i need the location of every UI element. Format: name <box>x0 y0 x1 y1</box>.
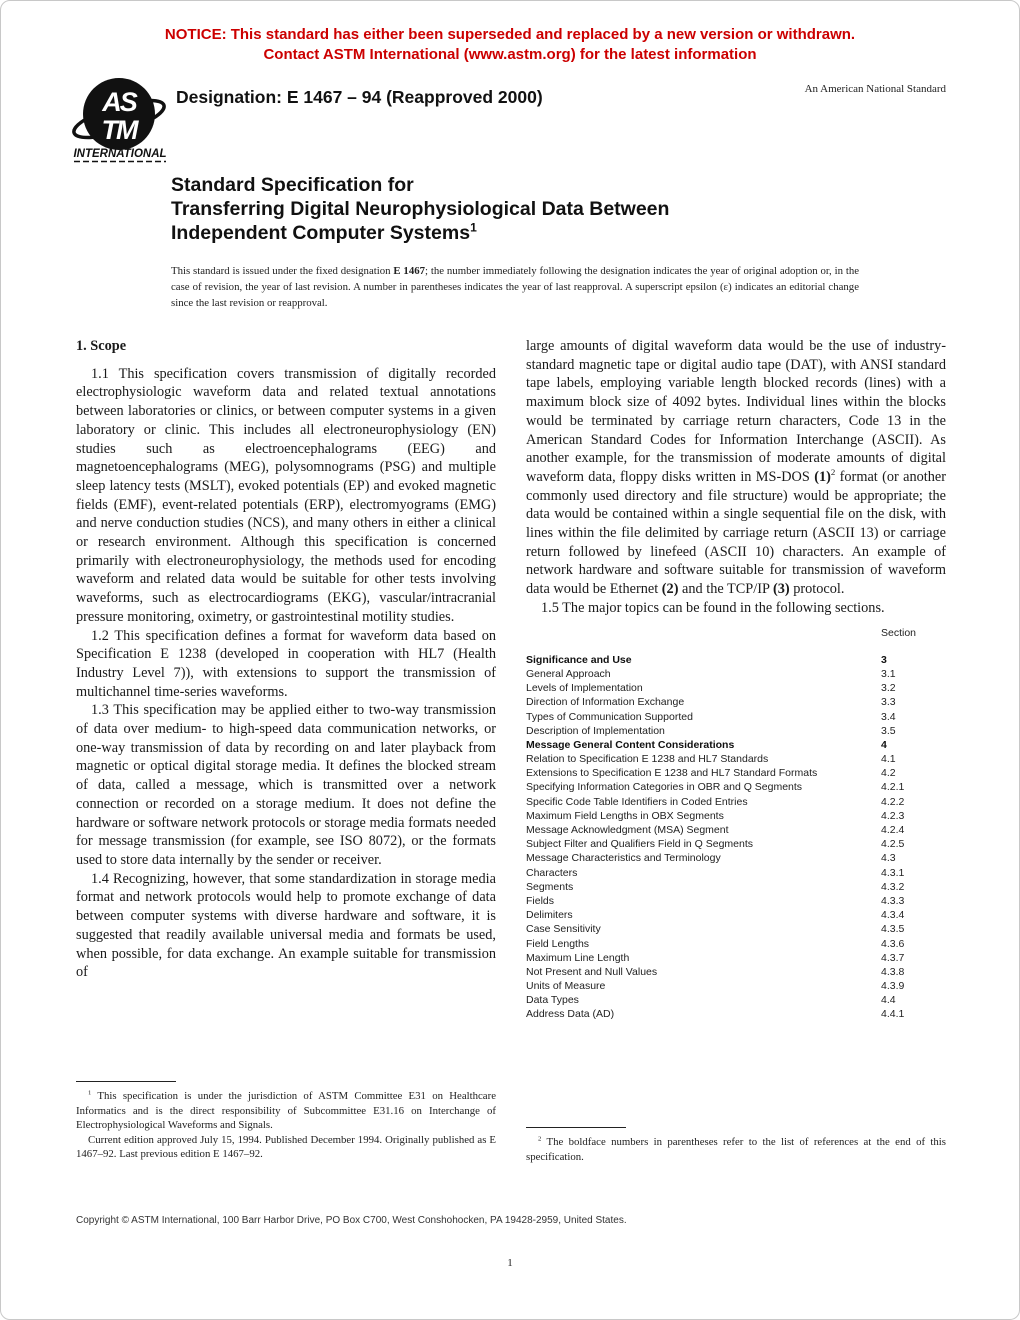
toc-row <box>526 795 946 809</box>
toc-row <box>526 880 946 894</box>
standard-title <box>171 173 871 245</box>
toc-row-section-number: 4.3.7 <box>881 951 905 964</box>
toc-row-section-number: 4.3.6 <box>881 937 905 950</box>
toc-row-section-number: 4.2 <box>881 767 896 780</box>
title-line-3: Independent Computer Systems$^1$ <box>171 220 477 244</box>
reference-2: (2) <box>661 581 679 598</box>
paragraph-1-5: 1.5 The major topics can be found in the following sections. <box>541 599 885 616</box>
toc-row-section-number: 4 <box>881 738 887 751</box>
page-number: 1 <box>507 1257 513 1269</box>
toc-row-section-number: 4.3.2 <box>881 880 905 893</box>
toc-row <box>526 766 946 780</box>
paragraph-1-2: 1.2 This specification defines a format for waveform data based on Specification E 1238 (developed in cooperation with HL7 (Health Industry Level 7)), with extensions to support the transmission of multichannel time-series waveforms. <box>76 627 496 700</box>
national-standard-note: An American National Standard <box>804 83 946 95</box>
toc-row <box>526 667 946 681</box>
toc-row-section-number: 4.2.1 <box>881 781 905 794</box>
toc-row-section-number: 3.4 <box>881 710 896 723</box>
toc-row <box>526 937 946 951</box>
notice-line-2: Contact ASTM International (www.astm.org) for the latest information <box>263 46 757 63</box>
toc-row <box>526 908 946 922</box>
toc-row-section-number: 4.2.3 <box>881 809 905 822</box>
toc-row-label: Description of Implementation <box>526 724 665 737</box>
toc-row-section-number: 4.1 <box>881 753 896 766</box>
toc-row-label: Specific Code Table Identifiers in Coded Entries <box>526 795 748 808</box>
toc-row-label: Message Characteristics and Terminology <box>526 852 721 865</box>
toc-row <box>526 979 946 993</box>
toc-row-label: Maximum Field Lengths in OBX Segments <box>526 809 724 822</box>
footnote-2-marker: 2 <box>538 1135 542 1143</box>
reference-1: (1) <box>814 468 831 485</box>
toc-row <box>526 823 946 837</box>
toc-row <box>526 724 946 738</box>
toc-row <box>526 951 946 965</box>
designation-line: Designation: E 1467 – 94 (Reapproved 2000) <box>176 87 543 107</box>
toc-list <box>526 653 946 1022</box>
toc-row <box>526 681 946 695</box>
paragraph-1-4: 1.4 Recognizing, however, that some standardization in storage media format and network protocols would help to promote exchange of data between computer systems with diverse hardware and software, it is suggested that readily available universal media and formats be used, when possible, for data exchange. An example suitable for transmission of <box>76 870 496 981</box>
logo-letters-top: AS <box>102 87 136 117</box>
toc-row-section-number: 4.3.9 <box>881 980 905 993</box>
toc-row-label: Field Lengths <box>526 937 590 950</box>
toc-row-section-number: 3.2 <box>881 682 896 695</box>
toc-row-section-number: 4.3.1 <box>881 866 905 879</box>
toc-row <box>526 993 946 1007</box>
reference-3: (3) <box>772 581 790 598</box>
toc-row <box>526 653 946 667</box>
preamble-designation-bold: E 1467 <box>393 265 426 277</box>
footnote-rule-right <box>526 1127 626 1128</box>
toc-row-label: Relation to Specification E 1238 and HL7 Standards <box>526 753 769 766</box>
toc-row-label: Extensions to Specification E 1238 and HL7 Standard Formats <box>526 767 818 780</box>
right-column <box>526 337 946 1022</box>
toc-row <box>526 1007 946 1021</box>
toc-row <box>526 922 946 936</box>
toc-row-section-number: 3 <box>881 653 887 666</box>
toc-row-label: Message Acknowledgment (MSA) Segment <box>526 824 729 836</box>
topics-table <box>526 626 946 1022</box>
toc-row <box>526 837 946 851</box>
paragraph-1-1: 1.1 This specification covers transmission of digitally recorded electrophysiologic waveform data and related textual annotations between laboratories or clinics, or between computer systems in a given laboratory or clinic. This includes all electroneurophysiology (EN) studies such as electroencephalograms (EEG) and magnetoencephalograms (MEG), polysomnograms (PSG) and multiple sleep latency tests (MSLT), evoked potentials (EP) and evoked magnetic fields (EMF), event-related potentials (ERP), electromyograms (EMG) and nerve conduction studies (NCS), and many others in either a clinical or research environment. Although this specification is concerned primarily with electroneurophysiology, the methods used for encoding waveform and related data would be suitable for other tests involving waveforms, such as electrocardiograms (EKG), vascular/intracranial pressure monitoring, oximetry, or gastrointestinal motility studies. <box>76 365 496 625</box>
toc-row-section-number: 4.3 <box>881 852 896 865</box>
paragraph-1-3: 1.3 This specification may be applied either to two-way transmission of data over medium- to high-speed data communication networks, or one-way transmission of data by recording on and later playback from magnetic or optical digital storage media. It defines the blocked stream of data, called a message, which is transmitted over a network connection or recorded on a storage medium. It does not define the hardware or software network protocols or storage media formats needed for message transmission (for example, see ISO 8072), or the formats used to store data internally by the sender or receiver. <box>76 702 496 868</box>
toc-row-section-number: 3.5 <box>881 724 896 737</box>
notice-line-1: NOTICE: This standard has either been superseded and replaced by a new version or withdrawn. <box>164 26 856 43</box>
toc-row-section-number: 4.2.2 <box>881 795 905 808</box>
scope-heading: 1. Scope <box>76 338 127 354</box>
toc-row-label: Segments <box>526 880 574 893</box>
toc-row-label: Fields <box>526 894 555 907</box>
toc-row <box>526 965 946 979</box>
footnote-2: $^2$ The boldface numbers in parentheses refer to the list of references at the end of this specification. <box>526 1127 946 1164</box>
toc-row <box>526 752 946 766</box>
toc-row-section-number: 4.3.3 <box>881 894 905 907</box>
footnote-1-marker: 1 <box>88 1089 92 1097</box>
toc-row-label: Maximum Line Length <box>526 951 630 964</box>
toc-row-section-number: 3.1 <box>881 667 896 680</box>
title-footnote-ref: 1 <box>470 220 477 235</box>
toc-row-section-number: 4.3.8 <box>881 965 905 978</box>
astm-logo <box>71 73 171 163</box>
toc-row-section-number: 3.3 <box>881 696 896 709</box>
toc-row-label: General Approach <box>526 667 611 680</box>
toc-row-label: Levels of Implementation <box>526 682 643 695</box>
supersession-notice <box>1 25 1019 65</box>
toc-row <box>526 710 946 724</box>
footnote-1: $^1$ This specification is under the jurisdiction of ASTM Committee E31 on Healthcare Informatics and is the direct responsibility of Subcommittee E31.16 on Interchange of Electrophysiological Waveforms and Signals. Current edition approved July 15, 1994. Published December 1994. Originally published as E 1467–92. Last previous edition E 1467–92. <box>76 1081 496 1162</box>
toc-row-section-number: 4.4.1 <box>881 1008 905 1021</box>
toc-row-label: Not Present and Null Values <box>526 965 658 978</box>
toc-section-column-header: Section <box>881 626 917 639</box>
toc-row <box>526 866 946 880</box>
footnote-rule-left <box>76 1081 176 1082</box>
toc-row <box>526 894 946 908</box>
copyright-line: Copyright © ASTM International, 100 Barr Harbor Drive, PO Box C700, West Conshohocken, PA 19428-2959, United States. <box>76 1215 627 1226</box>
toc-row <box>526 809 946 823</box>
toc-row-label: Specifying Information Categories in OBR and Q Segments <box>526 781 803 794</box>
toc-row-label: Subject Filter and Qualifiers Field in Q Segments <box>526 838 754 851</box>
toc-row-label: Units of Measure <box>526 980 606 993</box>
toc-row <box>526 695 946 709</box>
toc-row-label: Types of Communication Supported <box>526 710 693 723</box>
toc-row-label: Significance and Use <box>526 653 632 666</box>
logo-letters-bottom: TM <box>101 115 137 145</box>
toc-row-label: Message General Content Considerations <box>526 738 735 751</box>
toc-row-label: Characters <box>526 866 578 879</box>
title-line-1: Standard Specification for <box>171 174 414 196</box>
toc-row <box>526 851 946 865</box>
left-column <box>76 337 496 982</box>
logo-word-international: INTERNATIONAL <box>73 148 167 160</box>
toc-row-label: Delimiters <box>526 909 573 922</box>
toc-row-section-number: 4.3.4 <box>881 909 905 922</box>
toc-row-label: Address Data (AD) <box>526 1008 615 1021</box>
toc-row-section-number: 4.2.5 <box>881 838 905 851</box>
issuance-preamble: This standard is issued under the fixed designation E 1467; the number immediately following the designation indicates the year of original adoption or, in the case of revision, the year of last revision. A number in parentheses indicates the year of last reapproval. A superscript epsilon (ε) indicates an editorial change since the last revision or reapproval. <box>171 265 860 309</box>
toc-row-section-number: 4.4 <box>881 994 896 1007</box>
toc-row-label: Case Sensitivity <box>526 923 601 936</box>
paragraph-1-4-continued: large amounts of digital waveform data would be the use of industry-standard magnetic tape or digital audio tape (DAT), with ANSI standard tape labels, employing variable length blocked records (lines) with a maximum block size of 4092 bytes. Individual lines within the blocks would be terminated by carriage return characters, Code 13 in the American Standard Codes for Information Interchange (ASCII). As another example, for the transmission of moderate amounts of digital waveform data, floppy disks written in MS-DOS (1)$^2$ format (or another commonly used directory and file structure) would be appropriate; the data would be contained within a single sequential file on the disk, with lines within the file delimited by carriage return (ASCII 13) or carriage return followed by linefeed (ASCII 10) characters. An example of network hardware and software suitable for transmission of waveform data would be Ethernet (2) and the TCP/IP (3) protocol. <box>526 338 947 598</box>
toc-row-label: Direction of Information Exchange <box>526 696 685 709</box>
toc-row-section-number: 4.3.5 <box>881 923 905 936</box>
toc-row <box>526 780 946 794</box>
astm-globe-icon <box>71 73 171 163</box>
footnote-2-ref: 2 <box>830 467 836 478</box>
toc-row-label: Data Types <box>526 994 579 1007</box>
toc-row <box>526 738 946 752</box>
title-line-2: Transferring Digital Neurophysiological Data Between <box>171 198 670 220</box>
toc-row-section-number: 4.2.4 <box>881 824 905 836</box>
footnote-1-edition: Current edition approved July 15, 1994. Published December 1994. Originally published as E 1467–92. Last previous edition E 1467–92. <box>76 1133 496 1161</box>
